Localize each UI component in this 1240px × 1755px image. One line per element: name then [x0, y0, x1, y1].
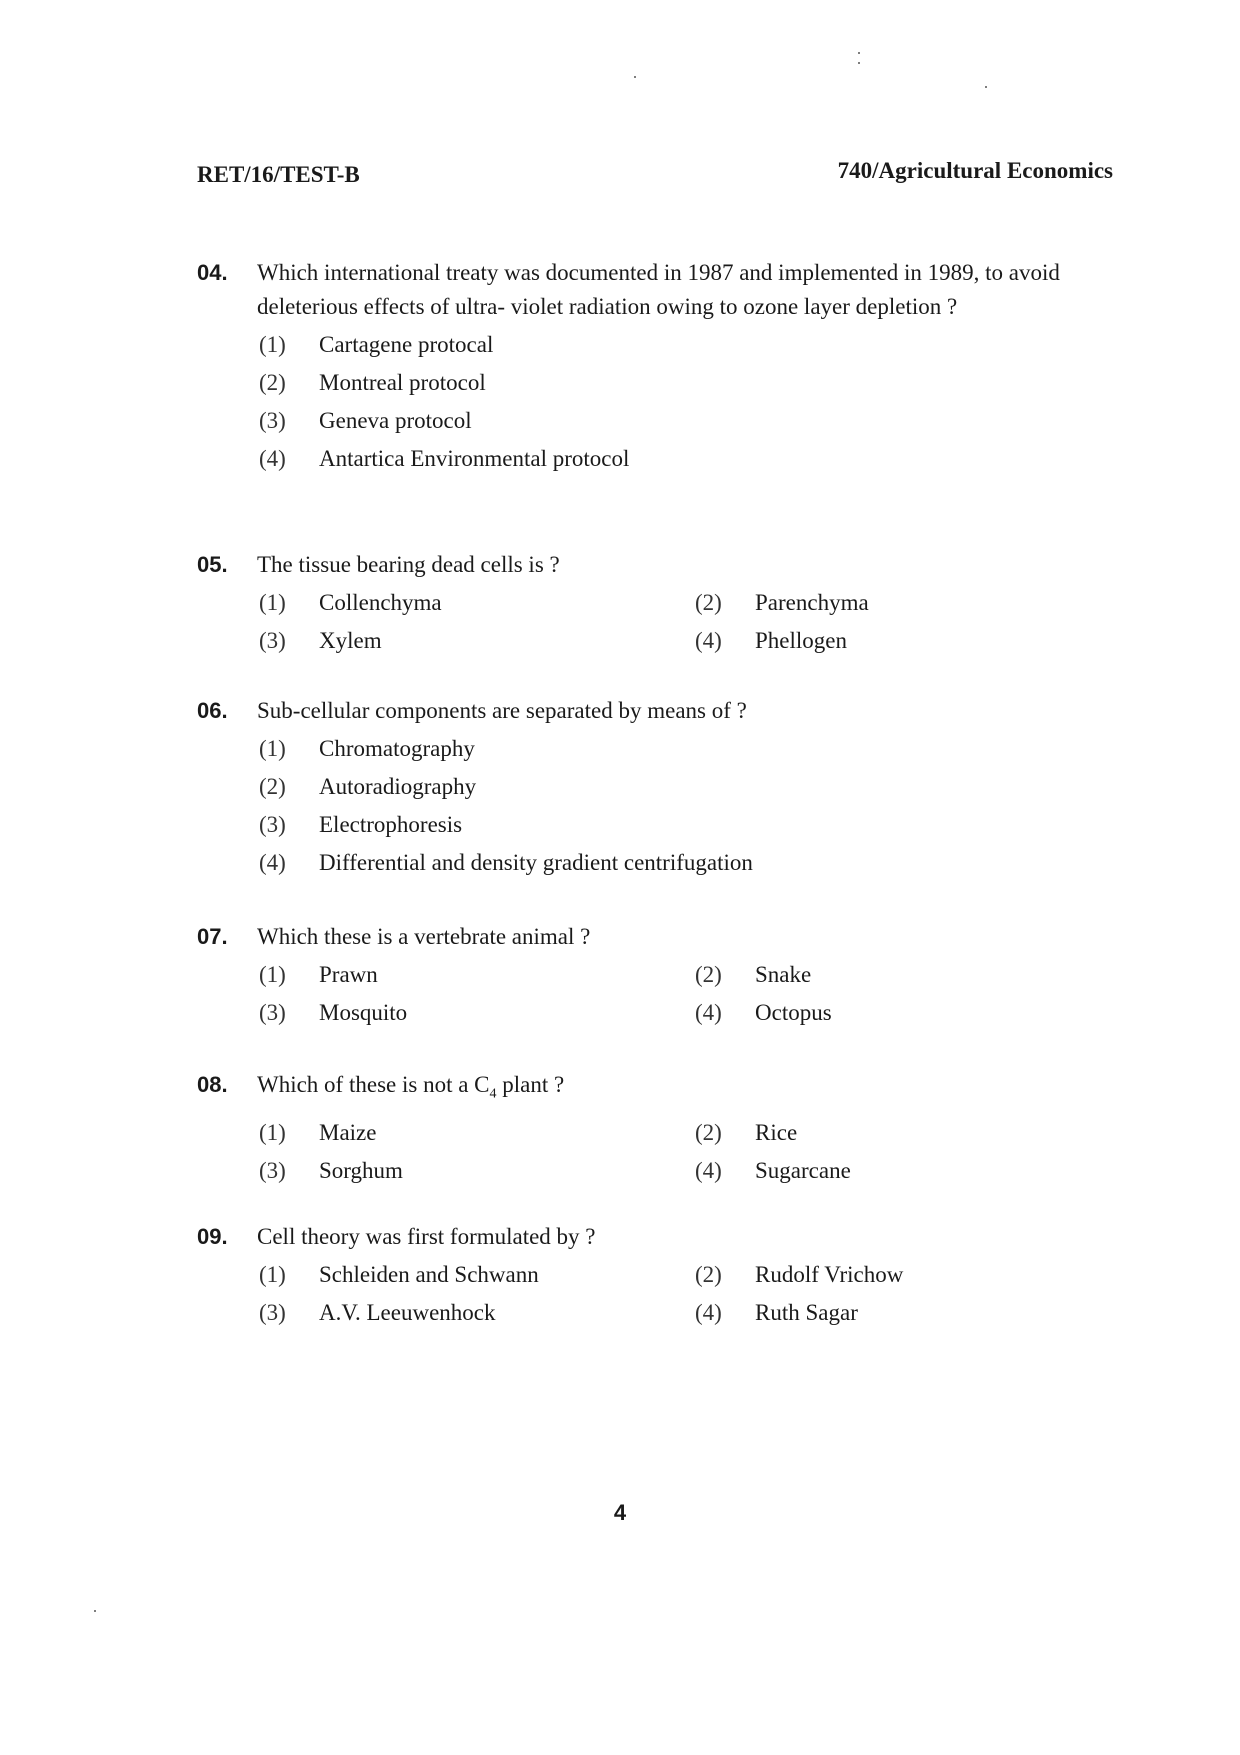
- question-text: The tissue bearing dead cells is ?: [257, 552, 560, 577]
- question-09: [197, 1220, 1117, 1332]
- question-05: [197, 548, 1117, 660]
- scan-speck: [858, 62, 860, 64]
- option-2: (2) Rice: [695, 1114, 797, 1152]
- option-text: A.V. Leeuwenhock: [319, 1300, 496, 1325]
- scan-speck: [94, 1610, 96, 1612]
- option-3: (3) Electrophoresis: [259, 806, 462, 844]
- options-list: [259, 584, 1117, 660]
- option-3: (3) A.V. Leeuwenhock: [259, 1294, 695, 1332]
- question-06: [197, 694, 1117, 882]
- option-text: Collenchyma: [319, 590, 442, 615]
- scan-speck: [858, 52, 860, 54]
- question-07: [197, 920, 1117, 1032]
- question-text: Cell theory was first formulated by ?: [257, 1224, 596, 1249]
- question-number: 07.: [197, 924, 228, 949]
- option-2: (2) Rudolf Vrichow: [695, 1256, 903, 1294]
- option-text: Autoradiography: [319, 774, 477, 799]
- options-list: [259, 730, 1117, 882]
- option-text: Rudolf Vrichow: [755, 1262, 904, 1287]
- option-text: Sorghum: [319, 1157, 403, 1183]
- option-1: (1) Prawn: [259, 956, 695, 994]
- option-text: Prawn: [319, 962, 378, 987]
- option-text: Electrophoresis: [319, 812, 463, 837]
- question-text: Which of these is not a $C_4$ plant ?: [257, 1072, 565, 1102]
- question-number: 08.: [197, 1072, 228, 1097]
- option-2: (2) Parenchyma: [695, 584, 869, 622]
- option-4: (4) Antartica Environmental protocol: [259, 440, 629, 478]
- question-number: 06.: [197, 698, 228, 723]
- option-1: (1) Schleiden and Schwann: [259, 1256, 695, 1294]
- option-1: (1) Cartagene protocal: [259, 326, 493, 364]
- option-text: Rice: [755, 1119, 798, 1145]
- option-text: Montreal protocol: [319, 370, 486, 395]
- option-text: Mosquito: [319, 1000, 408, 1025]
- options-list: [259, 956, 1117, 1032]
- option-text: Parenchyma: [755, 590, 869, 615]
- option-4: (4) Differential and density gradient centrifugation: [259, 844, 753, 882]
- option-text: Antartica Environmental protocol: [319, 446, 630, 471]
- option-text: Xylem: [319, 628, 382, 653]
- option-text: Maize: [319, 1119, 377, 1145]
- question-number: 09.: [197, 1224, 228, 1249]
- option-text: Differential and density gradient centrifugation: [319, 850, 753, 875]
- question-08: [197, 1068, 1117, 1190]
- option-2: (2) Autoradiography: [259, 768, 476, 806]
- options-list: [259, 1256, 1117, 1332]
- option-text: Octopus: [755, 1000, 832, 1025]
- option-4: (4) Ruth Sagar: [695, 1294, 858, 1332]
- option-3: (3) Sorghum: [259, 1152, 695, 1190]
- option-text: Geneva protocol: [319, 408, 472, 433]
- scan-speck: [634, 76, 636, 78]
- test-code: RET/16/TEST-B: [197, 162, 360, 187]
- option-text: Snake: [755, 962, 812, 987]
- page-number: 4: [613, 1500, 627, 1525]
- option-3: (3) Geneva protocol: [259, 402, 472, 440]
- option-4: (4) Phellogen: [695, 622, 847, 660]
- option-1: (1) Collenchyma: [259, 584, 695, 622]
- option-text: Phellogen: [755, 628, 847, 653]
- option-3: (3) Mosquito: [259, 994, 695, 1032]
- question-text: Which these is a vertebrate animal ?: [257, 924, 591, 949]
- question-number: 04.: [197, 260, 228, 285]
- subject-title: 740/Agricultural Economics: [837, 158, 1113, 183]
- option-1: (1) Maize: [259, 1114, 695, 1152]
- options-list: [259, 326, 1117, 478]
- option-text: Cartagene protocal: [319, 332, 494, 357]
- question-text: Sub-cellular components are separated by means of ?: [257, 698, 747, 723]
- option-text: Sugarcane: [755, 1157, 851, 1183]
- option-text: Ruth Sagar: [755, 1300, 858, 1325]
- option-1: (1) Chromatography: [259, 730, 475, 768]
- options-list: [259, 1114, 1117, 1190]
- question-04: [197, 256, 1117, 478]
- option-text: Schleiden and Schwann: [319, 1262, 539, 1287]
- option-text: Chromatography: [319, 736, 475, 761]
- option-3: (3) Xylem: [259, 622, 695, 660]
- option-4: (4) Octopus: [695, 994, 832, 1032]
- option-4: (4) Sugarcane: [695, 1152, 851, 1190]
- question-number: 05.: [197, 552, 228, 577]
- option-2: (2) Snake: [695, 956, 811, 994]
- scan-speck: [985, 86, 987, 88]
- question-text: Which international treaty was documented in 1987 and implemented in 1989, to avoid deleterious effects of ultra- violet radiation owing to ozone layer depletion ?: [257, 260, 1060, 319]
- option-2: (2) Montreal protocol: [259, 364, 486, 402]
